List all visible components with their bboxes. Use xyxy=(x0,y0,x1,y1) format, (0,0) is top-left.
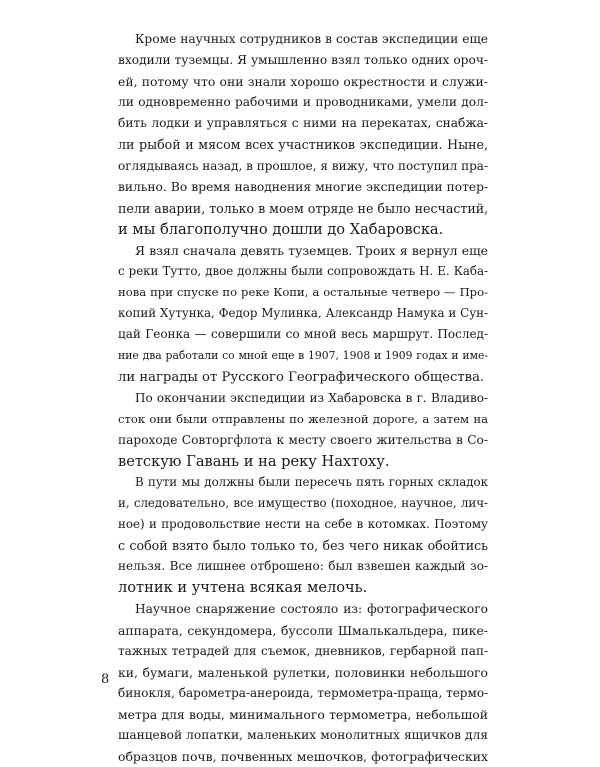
text-line: ки, бумаги, маленькой рулетки, половинки небольшого xyxy=(118,664,488,680)
text-line: нова при спуске по реке Копи, а остальные четверо — Про- xyxy=(118,285,488,300)
text-line: По окончании экспедиции из Хабаровска в г. Владиво- xyxy=(135,390,488,405)
text-line: бинокля, барометра-анероида, термометра-праща, термо- xyxy=(118,685,489,700)
text-line: пели аварии, только в моем отряде не было несчастий, xyxy=(118,200,489,216)
paragraph-2 xyxy=(118,240,488,388)
text-line: ей, потому что они знали хорошо окрестности и служи- xyxy=(118,74,488,90)
paragraph-4 xyxy=(118,472,488,599)
paragraph-3 xyxy=(118,388,488,472)
text-line: образцов почв, почвенных мешочков, фотографических xyxy=(118,749,488,765)
text-line: с собой взято было только то, без чего никак обойтись xyxy=(118,538,488,554)
text-line: ли рыбой и мясом всех участников экспедиции. Ныне, xyxy=(118,137,488,153)
paragraph-5 xyxy=(118,599,488,767)
text-line: копий Хутунка, Федор Мулинка, Александр Намука и Сун- xyxy=(118,306,488,321)
text-line: В пути мы должны были пересечь пять горных складок xyxy=(135,474,488,489)
text-line: вильно. Во время наводнения многие экспедиции потер- xyxy=(118,179,488,194)
text-line: ветскую Гавань и на реку Нахтоху. xyxy=(118,452,390,470)
text-line: шанцевой лопатки, маленьких монолитных ящичков для xyxy=(118,728,488,743)
text-line: Научное снаряжение состояло из: фотографического xyxy=(135,601,488,616)
text-line: с реки Тутто, двое должны были сопровождать Н. Е. Каба- xyxy=(118,264,488,279)
paragraph-1 xyxy=(118,29,488,240)
text-line: ние два работали со мной еще в 1907, 1908 и 1909 годах и име- xyxy=(118,349,488,363)
text-line: входили туземцы. Я умышленно взял только одних ороч- xyxy=(118,53,488,68)
page-number: 8 xyxy=(101,672,110,687)
text-line: ли награды от Русского Географического общества. xyxy=(118,369,485,385)
text-line: Кроме научных сотрудников в состав экспедиции еще xyxy=(135,32,488,46)
text-line: тажных тетрадей для съемок, дневников, гербарной пап- xyxy=(118,643,488,658)
text-line: и мы благополучно дошли до Хабаровска. xyxy=(118,220,444,238)
text-line: Я взял сначала девять туземцев. Троих я вернул еще xyxy=(135,242,488,258)
text-line: пароходе Совторгфлота к месту своего жительства в Со- xyxy=(118,432,488,447)
text-line: и, следовательно, все имущество (походное, научное, лич- xyxy=(118,496,488,511)
text-line: аппарата, секундомера, буссоли Шмалькальдера, пике- xyxy=(118,622,488,638)
text-line: сток они были отправлены по железной дороге, а затем на xyxy=(118,411,488,426)
text-line: нельзя. Все лишнее отброшено: был взвешен каждый зо- xyxy=(118,559,488,574)
text-line: цай Геонка — совершили со мной весь маршрут. Послед- xyxy=(118,327,488,342)
text-line: бить лодки и управляться с ними на перекатах, снабжа- xyxy=(118,116,488,131)
text-line: лотник и учтена всякая мелочь. xyxy=(118,579,368,597)
body-text xyxy=(118,29,488,767)
text-line: ли одновременно рабочими и проводниками, умели дол- xyxy=(118,95,488,110)
text-line: ное) и продовольствие нести на себе в котомках. Поэтому xyxy=(118,517,488,532)
text-line: оглядываясь назад, в прошлое, я вижу, что поступил пра- xyxy=(118,158,488,173)
text-line: метра для воды, минимального термометра, небольшой xyxy=(118,707,488,722)
